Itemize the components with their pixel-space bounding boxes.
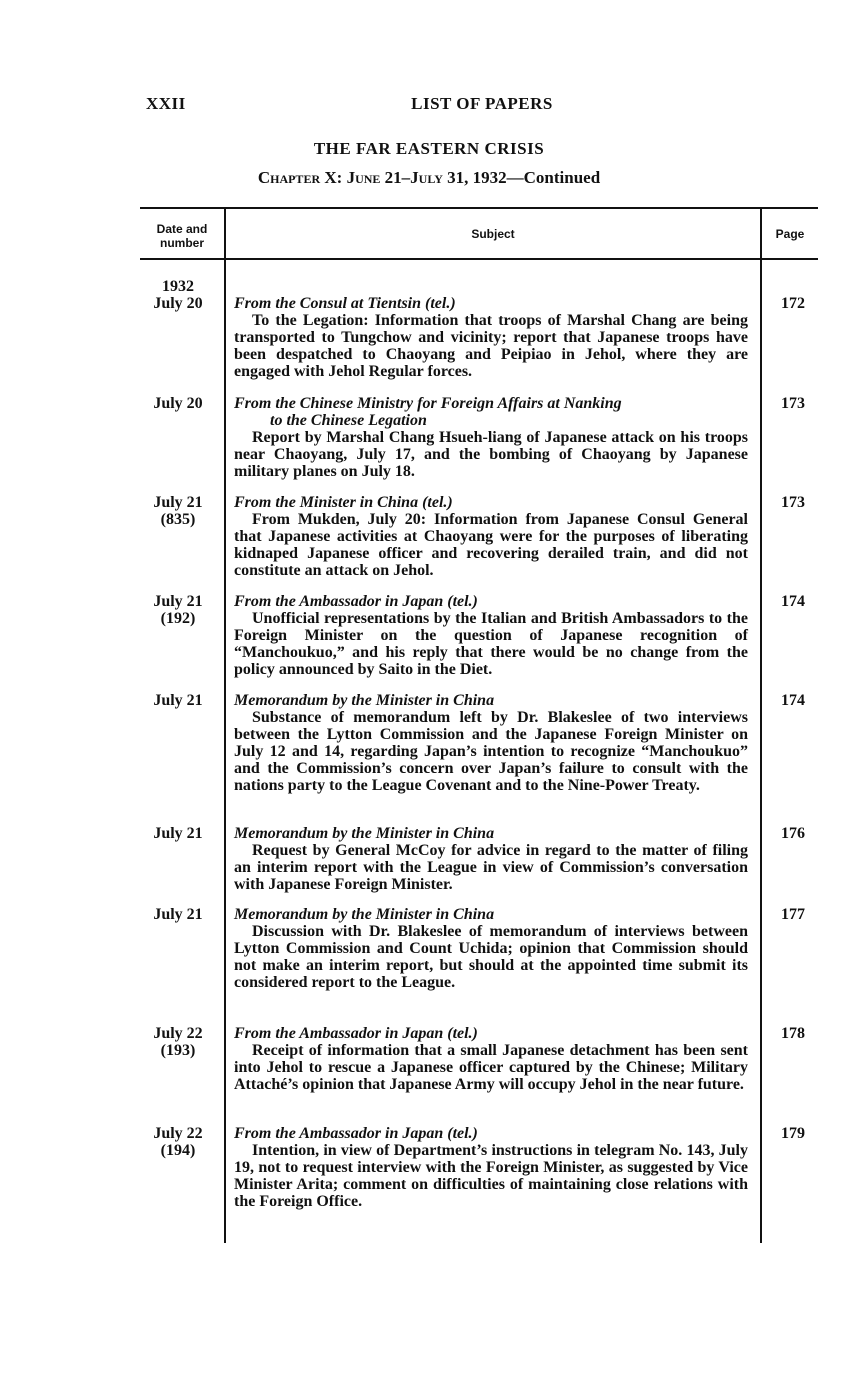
entry-page: 174 bbox=[781, 593, 805, 610]
entry-summary: Intention, in view of Department’s instructions in telegram No. 143, July 19, not to request interview with the Foreign Minister, as suggested by Vice Minister Arita; comment on difficulties of maintaining close relations with the Foreign Office. bbox=[234, 1142, 748, 1210]
entry-subject bbox=[234, 1025, 748, 1093]
entry-page: 179 bbox=[781, 1125, 805, 1142]
chapter-title: Chapter X: June 21–July 31, 1932—Continued bbox=[257, 168, 601, 187]
entry-date bbox=[140, 295, 216, 312]
section-title: THE FAR EASTERN CRISIS bbox=[313, 139, 545, 158]
entry-summary: From Mukden, July 20: Information from Japanese Consul General that Japanese activities at Chaoyang were for the purposes of liberating kidnaped Japanese officer and recovering derailed train, and did not constitute an attack on Jehol. bbox=[234, 511, 748, 579]
entry-page: 173 bbox=[781, 395, 805, 412]
entry-date bbox=[140, 906, 216, 923]
entry-summary: Request by General McCoy for advice in regard to the matter of filing an interim report with the League in view of Commission’s conversation with Japanese Foreign Minister. bbox=[234, 842, 748, 893]
entry-from: From the Ambassador in Japan (tel.) bbox=[234, 593, 478, 610]
entry-page: 178 bbox=[781, 1025, 805, 1042]
entry-date-text: July 21 bbox=[153, 825, 203, 842]
chapter-dates: June 21–July 31, 1932 bbox=[346, 168, 507, 187]
entry-subject bbox=[234, 395, 748, 480]
entry-date bbox=[140, 1025, 216, 1059]
entry-date bbox=[140, 494, 216, 528]
running-head: LIST OF PAPERS bbox=[411, 94, 553, 113]
chapter-suffix: —Continued bbox=[506, 168, 601, 187]
entry-year: 1932 bbox=[162, 278, 194, 295]
entry-date bbox=[140, 692, 216, 709]
entry-summary: Receipt of information that a small Japanese detachment has been sent into Jehol to rescue a Japanese officer captured by the Chinese; Military Attaché’s opinion that Japanese Army will occupy Jehol in the near future. bbox=[234, 1042, 748, 1093]
entry-subject bbox=[234, 825, 748, 893]
entry-subject bbox=[234, 295, 748, 380]
page-number: XXII bbox=[146, 94, 186, 113]
entry-date-text: July 20 bbox=[153, 295, 203, 312]
entry-number: (192) bbox=[160, 610, 196, 627]
entry-subject bbox=[234, 692, 748, 794]
entry-date-text: July 21 bbox=[153, 692, 203, 709]
entry-from: Memorandum by the Minister in China bbox=[234, 692, 495, 709]
entry-date-text: July 21 bbox=[153, 593, 203, 610]
entry-from-continued: to the Chinese Legation bbox=[270, 412, 427, 429]
entry-from: From the Ambassador in Japan (tel.) bbox=[234, 1025, 478, 1042]
table-top-rule bbox=[140, 207, 818, 209]
chapter-label: Chapter X bbox=[257, 168, 337, 187]
entry-from: Memorandum by the Minister in China bbox=[234, 825, 495, 842]
column-divider-left bbox=[224, 207, 226, 1243]
entry-page: 177 bbox=[781, 906, 805, 923]
entry-summary: Unofficial representations by the Italian and British Ambassadors to the Foreign Minister on the question of Japanese recognition of “Manchoukuo,” and his reply that there would be no change from the policy announced by Saito in the Diet. bbox=[234, 610, 748, 678]
entry-date-text: July 22 bbox=[153, 1025, 203, 1042]
entry-date bbox=[140, 825, 216, 842]
entry-page: 176 bbox=[781, 825, 805, 842]
entry-summary: Substance of memorandum left by Dr. Blakeslee of two interviews between the Lytton Commission and the Japanese Foreign Minister on July 12 and 14, regarding Japan’s intention to recognize “Manchoukuo” and the Commission’s concern over Japan’s failure to consult with the nations party to the League Covenant and to the Nine-Power Treaty. bbox=[234, 709, 748, 794]
column-head-subject: Subject bbox=[471, 227, 515, 241]
column-divider-right bbox=[760, 207, 762, 1243]
entry-from: From the Ambassador in Japan (tel.) bbox=[234, 1125, 478, 1142]
entry-summary: Report by Marshal Chang Hsueh-liang of Japanese attack on his troops near Chaoyang, July 17, and the bombing of Chaoyang by Japanese military planes on July 18. bbox=[234, 429, 748, 480]
entry-date-text: July 22 bbox=[153, 1125, 203, 1142]
entry-subject bbox=[234, 906, 748, 991]
page-header bbox=[146, 94, 818, 120]
entry-subject bbox=[234, 593, 748, 678]
entry-date-text: July 21 bbox=[153, 494, 203, 511]
entry-page: 174 bbox=[781, 692, 805, 709]
table-header-rule bbox=[140, 258, 818, 260]
entry-page: 172 bbox=[781, 295, 805, 312]
entry-date-text: July 21 bbox=[153, 906, 203, 923]
entry-summary: To the Legation: Information that troops of Marshal Chang are being transported to Tungchow and vicinity; report that Japanese troops have been despatched to Chaoyang and Peipiao in Jehol, where they are engaged with Jehol Regular forces. bbox=[234, 312, 748, 380]
entry-date bbox=[140, 395, 216, 412]
entry-from: Memorandum by the Minister in China bbox=[234, 906, 495, 923]
entry-number: (193) bbox=[160, 1042, 196, 1059]
entry-page: 173 bbox=[781, 494, 805, 511]
entry-subject bbox=[234, 1125, 748, 1210]
entry-number: (835) bbox=[160, 511, 196, 528]
column-head-page: Page bbox=[775, 227, 805, 241]
entry-date-text: July 20 bbox=[153, 395, 203, 412]
entry-date bbox=[140, 593, 216, 627]
entry-subject bbox=[234, 494, 748, 579]
entry-number: (194) bbox=[160, 1142, 196, 1159]
entry-from: From the Chinese Ministry for Foreign Affairs at Nanking bbox=[234, 395, 622, 412]
entry-from: From the Consul at Tientsin (tel.) bbox=[234, 295, 456, 312]
entry-summary: Discussion with Dr. Blakeslee of memorandum of interviews between Lytton Commission and Count Uchida; opinion that Commission should not make an interim report, but should at the appointed time submit its considered report to the League. bbox=[234, 923, 748, 991]
column-head-date: Date and number bbox=[156, 222, 208, 250]
entry-from: From the Minister in China (tel.) bbox=[234, 494, 453, 511]
entry-date bbox=[140, 1125, 216, 1159]
